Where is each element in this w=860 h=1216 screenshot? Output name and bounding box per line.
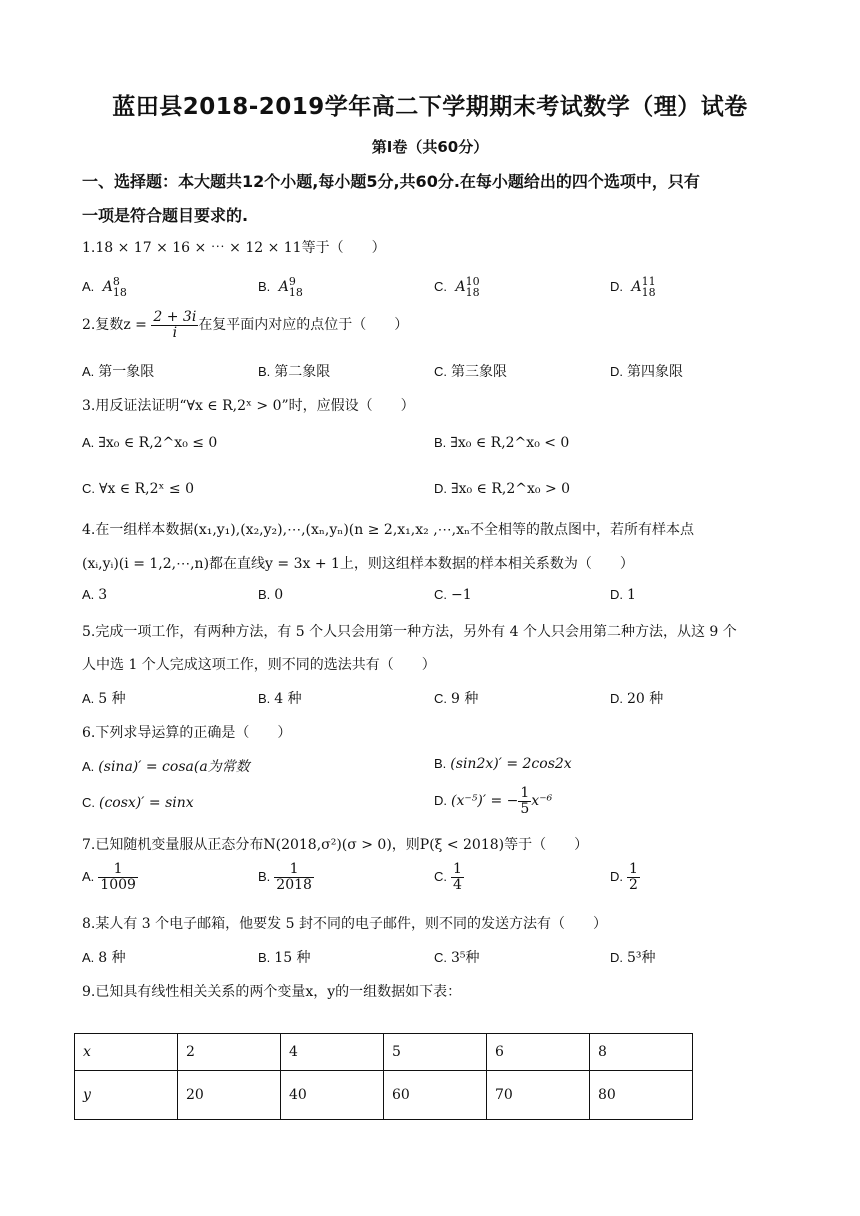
fraction: $\frac{1}{5}$ [520, 785, 530, 817]
table-cell: y [75, 1071, 178, 1120]
question-1-stem: 1.18 × 17 × 16 × ⋯ × 12 × 11等于（ ） [82, 240, 386, 256]
q6-option-c[interactable]: C. (cosx)′ = sinx [82, 795, 194, 811]
q5-option-d[interactable]: D. 20 种 [610, 691, 664, 707]
question-4-stem-line2: (xᵢ,yᵢ)(i = 1,2,⋯,n)都在直线y = 3x + 1上，则这组样本数据的样本相关系数为（ ） [82, 556, 634, 572]
table-cell: 80 [590, 1071, 693, 1120]
table-cell: x [75, 1034, 178, 1071]
question-3-stem: 3.用反证法证明“∀x ∈ R,2ˣ > 0”时，应假设（ ） [82, 398, 415, 414]
q5-option-b[interactable]: B. 4 种 [258, 691, 302, 707]
q7-option-c[interactable]: C. $\frac{1}{4}$ [434, 861, 462, 893]
question-5-stem-line1: 5.完成一项工作，有两种方法，有 5 个人只会用第一种方法，另外有 4 个人只会用第二种方法，从这 9 个 [82, 624, 737, 640]
page-title: 蓝田县2018-2019学年高二下学期期末考试数学（理）试卷 [112, 94, 748, 120]
fraction: $\frac{1}{2018}$ [276, 861, 312, 893]
table-cell: 20 [178, 1071, 281, 1120]
q6-option-a[interactable]: A. (sina)′ = cosa(a为常数 [82, 759, 250, 775]
q1-option-a[interactable]: A. A 8 18 [82, 275, 127, 299]
table-cell: 6 [487, 1034, 590, 1071]
table-cell: 60 [384, 1071, 487, 1120]
q6-option-d[interactable]: D. (x⁻⁵)′ = − $\frac{1}{5}$ x⁻⁶ [434, 785, 553, 817]
q5-option-c[interactable]: C. 9 种 [434, 691, 479, 707]
q5-option-a[interactable]: A. 5 种 [82, 691, 126, 707]
q8-option-b[interactable]: B. 15 种 [258, 950, 311, 966]
q6-option-b[interactable]: B. (sin2x)′ = 2cos2x [434, 756, 572, 772]
fraction: $\frac{1}{4}$ [453, 861, 462, 893]
q1-option-b[interactable]: B. A 9 18 [258, 275, 303, 299]
question-6-stem: 6.下列求导运算的正确是（ ） [82, 725, 292, 741]
q2-option-d[interactable]: D. 第四象限 [610, 364, 683, 380]
q7-option-a[interactable]: A. $\frac{1}{1009}$ [82, 861, 136, 893]
fraction: $\frac{1}{1009}$ [100, 861, 136, 893]
q7-option-d[interactable]: D. $\frac{1}{2}$ [610, 861, 638, 893]
table-cell: 2 [178, 1034, 281, 1071]
q4-option-a[interactable]: A. 3 [82, 587, 108, 603]
q1-option-c[interactable]: C. A 10 18 [434, 275, 480, 299]
q3-option-a[interactable]: A. ∃x₀ ∈ R,2^x₀ ≤ 0 [82, 435, 218, 451]
q2-option-c[interactable]: C. 第三象限 [434, 364, 507, 380]
q4-option-c[interactable]: C. −1 [434, 587, 472, 603]
question-7-stem: 7.已知随机变量服从正态分布N(2018,σ²)(σ > 0)，则P(ξ < 2018)等于（ ） [82, 837, 589, 853]
section-subtitle: 第Ⅰ卷（共60分） [371, 138, 489, 156]
table-cell: 4 [281, 1034, 384, 1071]
table-row [75, 1071, 693, 1120]
table-cell: 70 [487, 1071, 590, 1120]
data-table [74, 1033, 693, 1120]
table-cell: 5 [384, 1034, 487, 1071]
question-9-stem: 9.已知具有线性相关关系的两个变量x，y的一组数据如下表： [82, 984, 462, 1000]
question-8-stem: 8.某人有 3 个电子邮箱，他要发 5 封不同的电子邮件，则不同的发送方法有（ ） [82, 916, 607, 932]
q3-option-d[interactable]: D. ∃x₀ ∈ R,2^x₀ > 0 [434, 481, 571, 497]
q2-option-b[interactable]: B. 第二象限 [258, 364, 331, 380]
table-cell: 8 [590, 1034, 693, 1071]
q3-option-c[interactable]: C. ∀x ∈ R,2ˣ ≤ 0 [82, 481, 194, 497]
q7-option-b[interactable]: B. $\frac{1}{2018}$ [258, 861, 312, 893]
section-heading-line2: 一项是符合题目要求的. [82, 206, 249, 225]
question-2-stem: 2.复数z = $\frac{2 + 3i}{i}$ 在复平面内对应的点位于（ ） [82, 309, 409, 341]
table-cell: 40 [281, 1071, 384, 1120]
fraction: $\frac{2 + 3i}{i}$ [153, 309, 197, 341]
question-5-stem-line2: 人中选 1 个人完成这项工作，则不同的选法共有（ ） [82, 657, 436, 673]
q4-option-b[interactable]: B. 0 [258, 587, 284, 603]
q4-option-d[interactable]: D. 1 [610, 587, 636, 603]
q8-option-c[interactable]: C. 3⁵种 [434, 950, 480, 966]
q2-option-a[interactable]: A. 第一象限 [82, 364, 155, 380]
q1-option-d[interactable]: D. A 11 18 [610, 275, 656, 299]
q8-option-d[interactable]: D. 5³种 [610, 950, 656, 966]
q8-option-a[interactable]: A. 8 种 [82, 950, 126, 966]
table-row [75, 1034, 693, 1071]
q3-option-b[interactable]: B. ∃x₀ ∈ R,2^x₀ < 0 [434, 435, 570, 451]
fraction: $\frac{1}{2}$ [629, 861, 638, 893]
question-4-stem-line1: 4.在一组样本数据(x₁,y₁),(x₂,y₂),⋯,(xₙ,yₙ)(n ≥ 2,x₁,x₂ ,⋯,xₙ不全相等的散点图中，若所有样本点 [82, 522, 695, 538]
section-heading-line1: 一、选择题：本大题共12个小题,每小题5分,共60分.在每小题给出的四个选项中，只有 [82, 172, 700, 191]
